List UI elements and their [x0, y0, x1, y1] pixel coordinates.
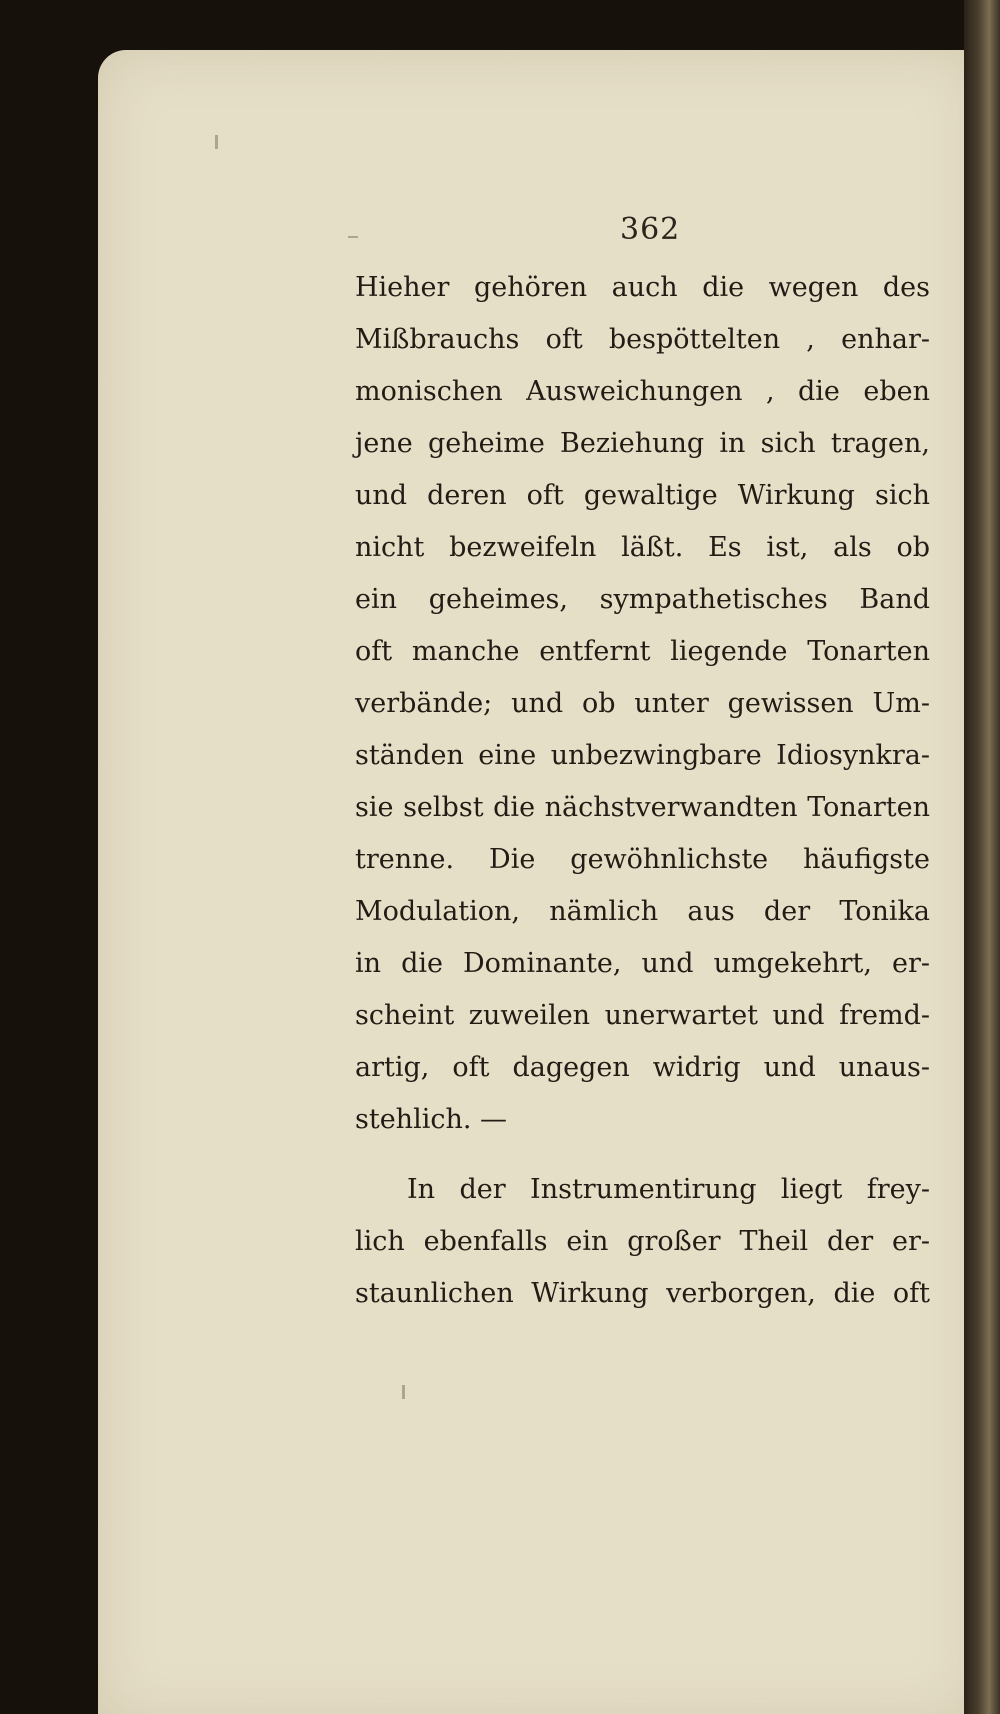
text-line: und deren oft gewaltige Wirkung sich [355, 480, 930, 511]
text-line: stehlich. — [355, 1104, 508, 1135]
text-line: nicht bezweifeln läßt. Es ist, als ob [355, 532, 930, 563]
text-line: Modulation, nämlich aus der Tonika [355, 896, 930, 927]
text-line: artig, oft dagegen widrig und unaus- [355, 1052, 930, 1083]
book-edge [964, 0, 1000, 1714]
text-line: in die Dominante, und umgekehrt, er- [355, 948, 930, 979]
text-line: jene geheime Beziehung in sich tragen, [355, 428, 930, 459]
text-line: ein geheimes, sympathetisches Band [355, 584, 930, 615]
text-line: ständen eine unbezwingbare Idiosynkra- [355, 740, 930, 771]
text-line: verbände; und ob unter gewissen Um- [355, 688, 930, 719]
text-line: staunlichen Wirkung verborgen, die oft [355, 1278, 930, 1309]
text-line: Hieher gehören auch die wegen des [355, 272, 930, 303]
text-line: In der Instrumentirung liegt frey- [407, 1174, 930, 1205]
paragraph-2 [355, 1164, 930, 1320]
paper-speck [215, 135, 218, 149]
text-line: trenne. Die gewöhnlichste häufigste [355, 844, 930, 875]
text-line: monischen Ausweichungen , die eben [355, 376, 930, 407]
paper-speck [348, 236, 358, 238]
text-line: scheint zuweilen unerwartet und fremd- [355, 1000, 930, 1031]
paragraph-1 [355, 262, 930, 1146]
body-text [355, 262, 930, 1320]
paper-speck [402, 1385, 405, 1399]
text-line: lich ebenfalls ein großer Theil der er- [355, 1226, 930, 1257]
text-line: Mißbrauchs oft bespöttelten , enhar- [355, 324, 930, 355]
text-line: oft manche entfernt liegende Tonarten [355, 636, 930, 667]
page-number: 362 [620, 212, 681, 247]
text-line: sie selbst die nächstverwandten Tonarten [355, 792, 930, 823]
